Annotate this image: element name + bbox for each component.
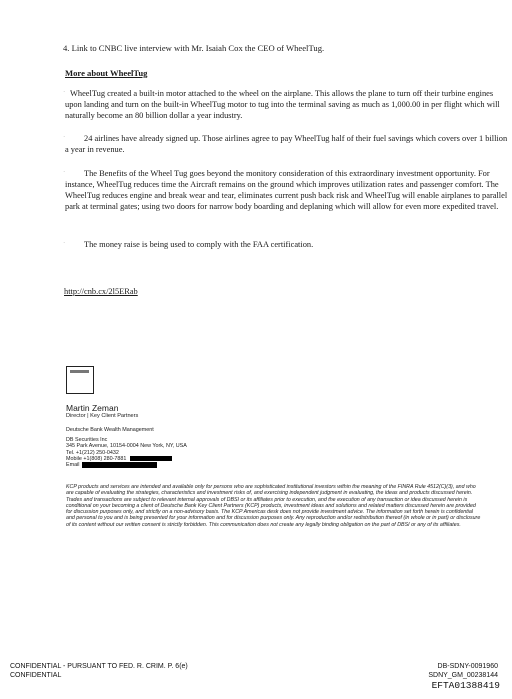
signature-entity: DB Securities Inc xyxy=(66,437,108,443)
footer-confidential-notice: CONFIDENTIAL - PURSUANT TO FED. R. CRIM. P. 6(e) xyxy=(10,663,188,670)
paragraph-benefits: The Benefits of the Wheel Tug goes beyond the monitory consideration of this extraordinary investment opportunity. For instance, WheelTug reduces time the Aircraft remains on the ground which improves utilization rates and passenger comfort. The WheelTug reduces engine and break wear and tear, eliminates current push back risk and WheelTug will enable airplanes to parallel park at terminal gates; using two doors for narrow body boarding and deplaning which will allow for even more expedited travel. xyxy=(65,169,508,211)
signature-address: 345 Park Avenue, 10154-0004 New York, NY, USA xyxy=(66,443,187,450)
signature-email-label: Email xyxy=(66,462,80,469)
paragraph-motor: WheelTug created a built-in motor attached to the wheel on the airplane. This allows the plane to turn off their turbine engines upon landing and turn on the built-in WheelTug motor to tug into the terminal saving as much as 1,000.00 in per flight which will naturally become an 80 billion dollar a year industry. xyxy=(65,89,500,120)
paragraph-airlines: 24 airlines have already signed up. Those airlines agree to pay WheelTug half of their fuel savings which covers over 1 billion a year in revenue. xyxy=(65,134,508,154)
footer-bates-sdny: SDNY_GM_00238144 xyxy=(428,672,498,679)
signature-email-row xyxy=(66,462,157,468)
redaction-block xyxy=(130,456,172,462)
redaction-block xyxy=(82,462,157,468)
signature-mobile: Mobile +1(808) 280-7881 xyxy=(66,456,127,463)
bullet-marker: · xyxy=(63,239,66,247)
footer-bates-db: DB-SDNY-0091960 xyxy=(437,663,498,670)
section-heading: More about WheelTug xyxy=(65,68,148,78)
logo-bar xyxy=(70,370,89,373)
footer-efta-number: EFTA01388419 xyxy=(431,680,500,691)
list-item-4: 4. Link to CNBC live interview with Mr. Isaiah Cox the CEO of WheelTug. xyxy=(63,43,325,53)
bank-logo-icon xyxy=(66,366,94,394)
signature-company: Deutsche Bank Wealth Management xyxy=(66,427,154,433)
paragraph-faa: The money raise is being used to comply with the FAA certification. xyxy=(84,240,314,249)
signature-title: Director | Key Client Partners xyxy=(66,413,139,419)
legal-disclaimer: KCP products and services are intended and available only for persons who are sophisticated institutional investors within the meaning of the FINRA Rule 4512(C)(3), and who are capable of evaluating the strategies, characteristics and investment risks of, and exercising independent judgment in evaluating, the ideas and products discussed herein. Trades and transactions are subject to relevant internal approvals of DBSI or its affiliates prior to execution, and the execution of any transaction or idea discussed herein is conditional on your becoming a client of Deutsche Bank Key Client Partners (KCP) products, investment ideas and solutions and related matters discussed herein are provided for discussion purposes only, and strictly on a non-advisory basis. The KCP Americas desk does not provide investment advice. The information set forth herein is confidential and personal to you and is being presented for your information and for discussion purposes only. Any reproduction and/or redistribution thereof (in whole or in part) or disclosure of its content without our written consent is strictly forbidden. This communication does not create any legally binding obligation on the part of DBSI or any of its affiliates. xyxy=(66,484,481,528)
cnbc-link[interactable]: http://cnb.cx/2l5ERab xyxy=(64,287,138,296)
signature-name: Martin Zeman xyxy=(66,403,119,413)
bullet-marker: · xyxy=(63,168,66,176)
bullet-marker: · xyxy=(63,88,66,96)
bullet-marker: · xyxy=(63,133,66,141)
signature-tel: Tel. +1(212) 250-0432 xyxy=(66,449,119,456)
footer-confidential: CONFIDENTIAL xyxy=(10,672,62,679)
